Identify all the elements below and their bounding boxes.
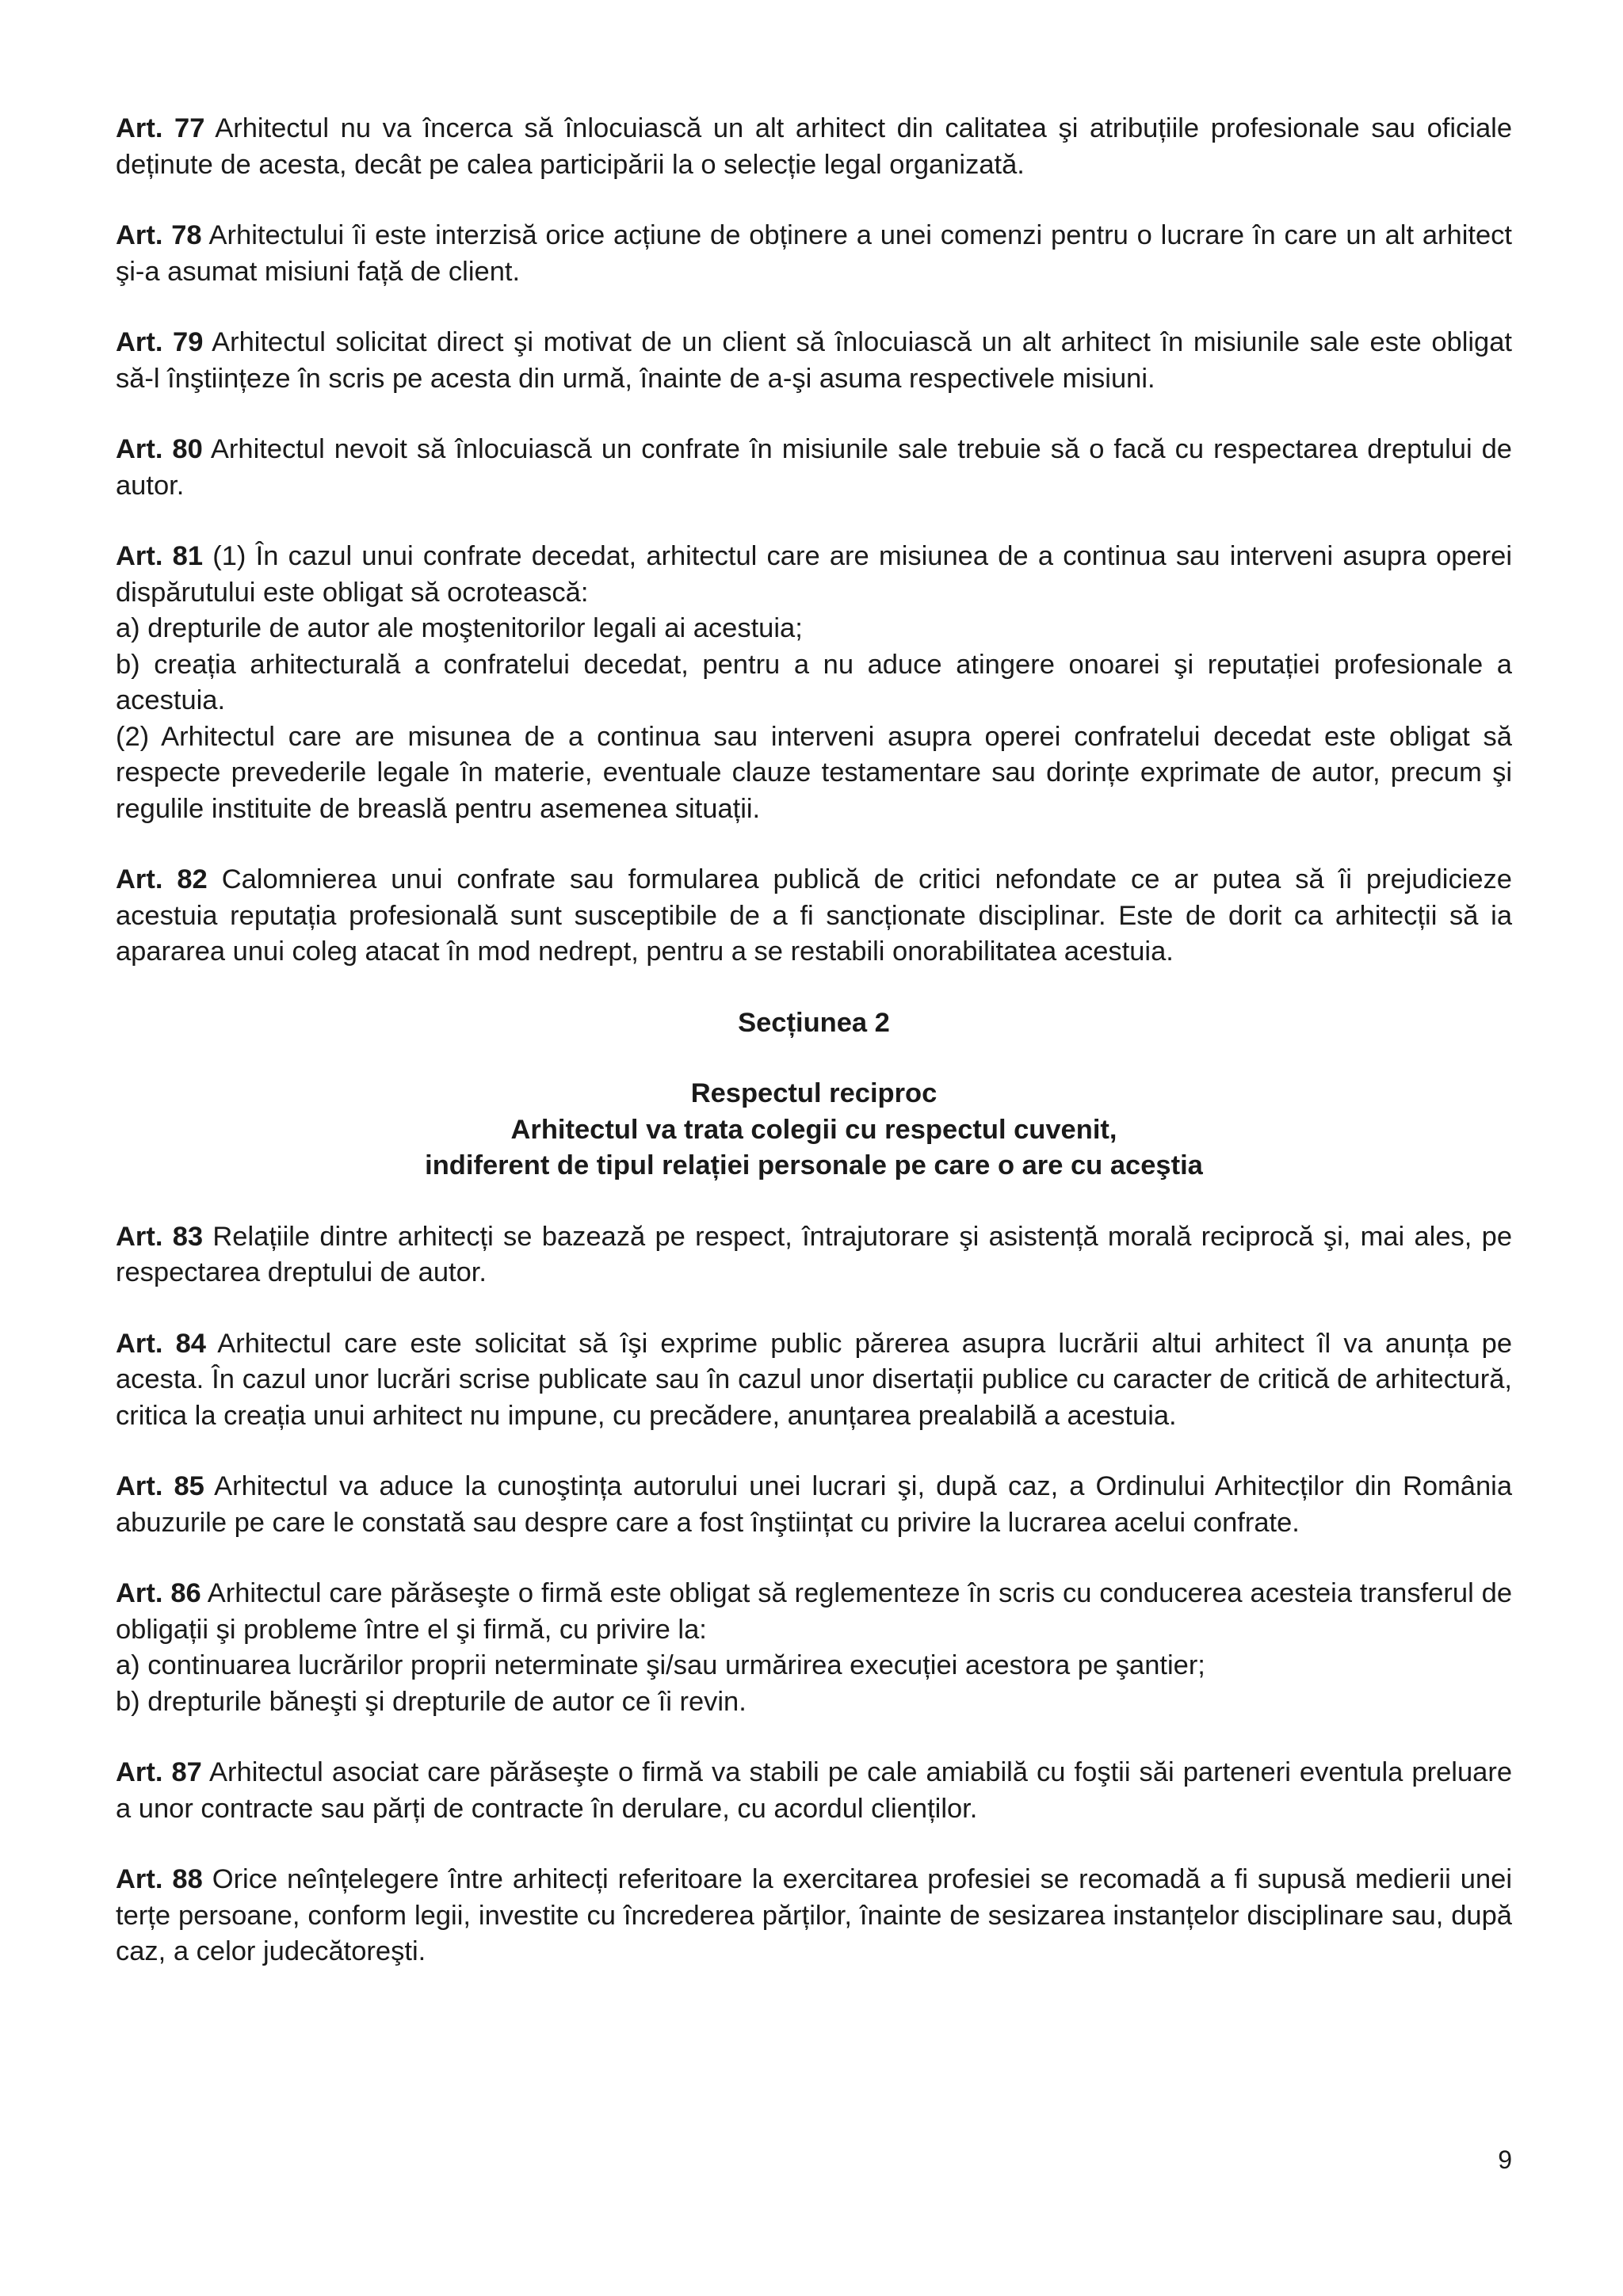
article-line: Arhitectul nevoit să înlocuiască un confrate în misiunile sale trebuie să o facă cu respectarea dreptului de autor.: [116, 434, 1512, 501]
page-number: 9: [1498, 2145, 1512, 2174]
article-number: Art. 78: [116, 220, 202, 250]
article-line: Arhitectul care este solicitat să îşi exprime public părerea asupra lucrării altui arhitect îl va anunța pe acesta. În cazul unor lucrări scrise publicate sau în cazul unor disertații publice cu caracter de critică de arhitectură, critica la creația unui arhitect nu impune, cu precădere, anunțarea prealabilă a acestuia.: [116, 1328, 1513, 1431]
section-heading: Secțiunea 2: [738, 1007, 890, 1038]
article-number: Art. 84: [116, 1328, 206, 1359]
article-text: [116, 611, 1512, 647]
articles-group-after: [116, 1219, 1512, 1970]
article: [116, 1326, 1512, 1435]
article-number: Art. 87: [116, 1757, 202, 1787]
section-title-line: indiferent de tipul relației personale pe care o are cu aceştia: [425, 1150, 1203, 1180]
article-text: [116, 1326, 1512, 1435]
article-number: Art. 85: [116, 1471, 204, 1501]
article-line: Arhitectului îi este interzisă orice acțiune de obținere a unei comenzi pentru o lucrare în care un alt arhitect şi-a asumat misiuni față de client.: [116, 220, 1512, 287]
document-page: [116, 111, 1512, 2005]
article-text: [116, 218, 1512, 290]
article-line: Arhitectul nu va încerca să înlocuiască un alt arhitect din calitatea şi atribuțiile profesionale sau oficiale deținute de acesta, decât pe calea participării la o selecție legal organizată.: [116, 113, 1513, 180]
article-text: [116, 719, 1512, 828]
article-number: Art. 81: [116, 541, 204, 571]
article-text: [116, 432, 1512, 504]
article-number: Art. 86: [116, 1578, 201, 1608]
articles-group-before: [116, 111, 1512, 971]
article: [116, 111, 1512, 183]
article-line: Arhitectul care părăseşte o firmă este obligat să reglementeze în scris cu conducerea acesteia transferul de obligații şi probleme între el şi firmă, cu privire la:: [116, 1578, 1513, 1645]
article-number: Art. 80: [116, 434, 203, 464]
article-line: b) drepturile băneşti şi drepturile de autor ce îi revin.: [116, 1686, 747, 1717]
article-text: [116, 1576, 1512, 1648]
article: [116, 1576, 1512, 1720]
article: [116, 432, 1512, 504]
article: [116, 1755, 1512, 1827]
article-number: Art. 88: [116, 1864, 203, 1894]
article-number: Art. 79: [116, 327, 204, 357]
section-title: [116, 1076, 1512, 1184]
article: [116, 1862, 1512, 1970]
article-number: Art. 82: [116, 864, 208, 894]
article-line: b) creația arhitecturală a confratelui decedat, pentru a nu aduce atingere onoarei şi reputației profesionale a acestuia.: [116, 649, 1512, 715]
article: [116, 862, 1512, 971]
article-text: [116, 1219, 1512, 1291]
article-text: [116, 1755, 1512, 1827]
article-text: [116, 325, 1512, 397]
article: [116, 539, 1512, 827]
article-text: [116, 647, 1512, 719]
section-title-line: Arhitectul va trata colegii cu respectul cuvenit,: [510, 1114, 1117, 1145]
section-title-line: Respectul reciproc: [690, 1078, 938, 1108]
article-text: [116, 539, 1512, 611]
article-text: [116, 111, 1512, 183]
article-text: [116, 1469, 1512, 1541]
article-number: Art. 83: [116, 1221, 204, 1252]
article-line: Orice neînțelegere între arhitecți referitoare la exercitarea profesiei se recomadă a fi supusă medierii unei terțe persoane, conform legii, investite cu încrederea părților, înainte de sesizarea instanțelor disciplinare sau, după caz, a celor judecătoreşti.: [116, 1864, 1513, 1966]
article-line: Arhitectul asociat care părăseşte o firmă va stabili pe cale amiabilă cu foştii săi parteneri eventula preluare a unor contracte sau părți de contracte în derulare, cu acordul clienților.: [116, 1757, 1513, 1824]
article-text: [116, 1684, 1512, 1721]
article: [116, 218, 1512, 290]
article: [116, 325, 1512, 397]
article-text: [116, 1648, 1512, 1684]
article-line: a) drepturile de autor ale moştenitorilor legali ai acestuia;: [116, 613, 803, 643]
article-number: Art. 77: [116, 113, 205, 143]
article-line: Relațiile dintre arhitecți se bazează pe respect, întrajutorare şi asistență morală reciprocă şi, mai ales, pe respectarea dreptului de autor.: [116, 1221, 1513, 1287]
article-line: (2) Arhitectul care are misunea de a continua sau interveni asupra operei confratelui decedat este obligat să respecte prevederile legale în materie, eventuale clauze testamentare sau dorințe exprimate de autor, precum şi regulile instituite de breaslă pentru asemenea situații.: [116, 721, 1512, 824]
article-text: [116, 862, 1512, 971]
article-line: Calomnierea unui confrate sau formularea publică de critici nefondate ce ar putea să îi prejudicieze acestuia reputația profesională sunt susceptibile de a fi sancționate disciplinar. Este de dorit ca arhitecții să ia apararea unui coleg atacat în mod nedrept, pentru a se restabili onorabilitatea acestuia.: [116, 864, 1512, 967]
article-line: Arhitectul solicitat direct şi motivat de un client să înlocuiască un alt arhitect în misiunile sale este obligat să-l înştiințeze în scris pe acesta din urmă, înainte de a-şi asuma respectivele misiuni.: [116, 327, 1512, 394]
article-line: (1) În cazul unui confrate decedat, arhitectul care are misiunea de a continua sau interveni asupra operei dispărutului este obligat să ocrotească:: [116, 541, 1513, 608]
article-text: [116, 1862, 1512, 1970]
article: [116, 1469, 1512, 1541]
article-line: Arhitectul va aduce la cunoştința autorului unei lucrari şi, după caz, a Ordinului Arhitecților din România abuzurile pe care le constată sau despre care a fost înştiințat cu privire la lucrarea acelui confrate.: [116, 1471, 1513, 1538]
article-line: a) continuarea lucrărilor proprii neterminate şi/sau urmărirea execuției acestora pe şantier;: [116, 1650, 1205, 1680]
article: [116, 1219, 1512, 1291]
